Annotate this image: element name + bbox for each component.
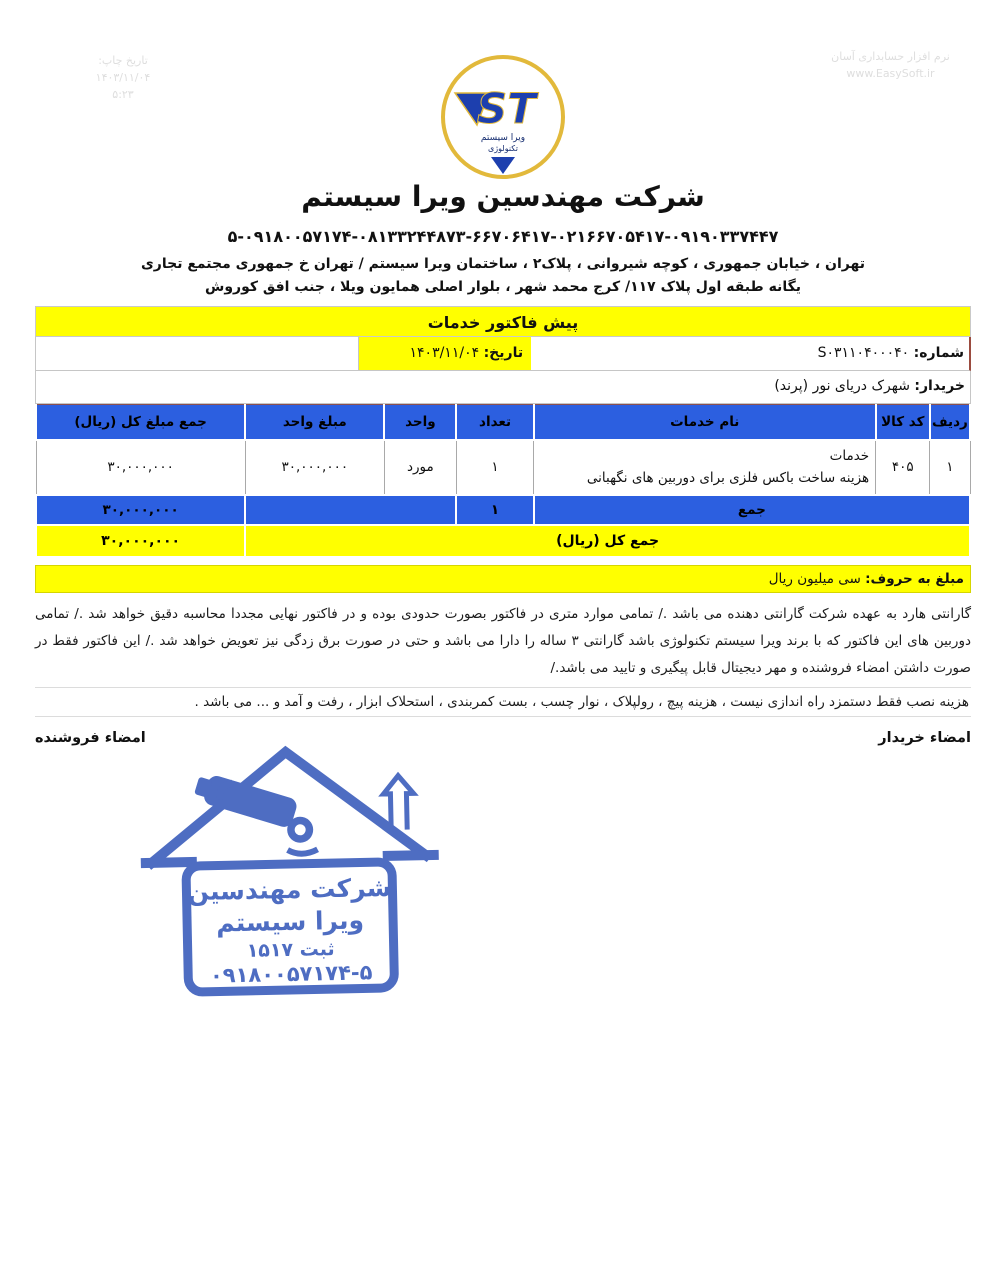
print-time-value: ۵:۲۳ (112, 88, 134, 101)
invoice-info-spacer (35, 337, 358, 371)
amount-in-words-row (35, 565, 971, 593)
guarantee-note: گارانتی هارد به عهده شرکت گارانتی دهنده می باشد ./ تمامی موارد متری در فاکتور بصورت حدودی بوده و در فاکتور نهایی مجددا محاسبه دقیق خواهد شد ./ تمامی دوربین های این فاکتور که با برند ویرا سیستم تکنولوژی باشد گارانتی ۳ ساله را دارا می باشد و حتی در صورت برق زدگی نیز تعویض خواهد شد ./ این فاکتور فقط در صورت داشتن امضاء فروشنده و مهر دیجیتال قابل پیگیری و تایید می باشد./ (35, 605, 971, 676)
invoice-title: پیش فاکتور خدمات (35, 306, 971, 337)
print-date-block (58, 52, 188, 103)
company-address-line2: یگانه طبقه اول پلاک ۱۱۷/ کرج محمد شهر ، بلوار اصلی همایون ویلا ، جنب افق کوروش (205, 279, 801, 295)
item-unit-price: ۳۰,۰۰۰,۰۰۰ (245, 440, 384, 495)
svg-text:ویرا سیستم: ویرا سیستم (480, 133, 526, 143)
buyer-signature-label: امضاء خریدار (878, 729, 971, 746)
items-header-row (36, 405, 970, 440)
item-total: ۳۰,۰۰۰,۰۰۰ (36, 440, 245, 495)
buyer-label: خریدار: (914, 378, 965, 394)
grand-total-label: جمع کل (ریال) (245, 525, 970, 557)
sum-label: جمع (534, 495, 970, 525)
item-name-line1: خدمات (829, 448, 870, 464)
invoice-info-row (35, 337, 971, 371)
header-unit-price: مبلغ واحد (245, 405, 384, 440)
item-unit: مورد (384, 440, 456, 495)
invoice-number-cell (531, 337, 971, 371)
header-service-name: نام خدمات (534, 405, 876, 440)
svg-text:ST: ST (477, 84, 536, 133)
item-code: ۴۰۵ (876, 440, 930, 495)
amount-in-words-label: مبلغ به حروف: (865, 570, 964, 587)
company-phones: ۵-۰۹۱۸۰۰۵۷۱۷۴-۰۸۱۳۳۲۴۴۸۷۳-۶۶۷۰۶۴۱۷-۰۲۱۶۶۷۰۵۴۱۷-۰۹۱۹۰۳۳۷۴۴۷ (227, 227, 779, 246)
header-total: جمع مبلغ کل (ریال) (36, 405, 245, 440)
company-stamp (135, 735, 442, 1003)
item-name (534, 440, 876, 495)
header-qty: تعداد (456, 405, 534, 440)
stamp-line3: ثبت ۱۵۱۷ (246, 938, 335, 962)
items-table (35, 404, 971, 558)
company-logo (439, 53, 567, 181)
invoice-date-label: تاریخ: (483, 345, 524, 361)
item-radif: ۱ (930, 440, 970, 495)
stamp-house-icon (135, 735, 442, 1003)
sum-total: ۳۰,۰۰۰,۰۰۰ (36, 495, 245, 525)
stamp-line2: ویرا سیستم (215, 905, 365, 938)
sum-row (36, 495, 970, 525)
company-name: شرکت مهندسین ویرا سیستم (301, 180, 705, 213)
amount-in-words-value: سی میلیون ریال (768, 570, 861, 587)
grand-total-row (36, 525, 970, 557)
svg-text:تکنولوژی: تکنولوژی (488, 144, 518, 153)
header-radif: ردیف (930, 405, 970, 440)
header-code: کد کالا (876, 405, 930, 440)
print-date-value: ۱۴۰۳/۱۱/۰۴ (95, 71, 151, 84)
vst-logo-icon (439, 53, 567, 181)
invoice-date-cell (358, 337, 531, 371)
buyer-row (35, 371, 971, 404)
invoice-number-label: شماره: (913, 345, 964, 361)
header-unit: واحد (384, 405, 456, 440)
table-row (36, 440, 970, 495)
stamp-line1: شرکت مهندسین (187, 872, 392, 907)
software-name: نرم افزار حسابداری آسان (831, 50, 950, 63)
sum-empty (245, 495, 456, 525)
buyer-value: شهرک دریای نور (پرند) (774, 378, 910, 394)
invoice-date-value: ۱۴۰۳/۱۱/۰۴ (409, 345, 480, 361)
invoice-body (35, 306, 971, 746)
installation-note: هزینه نصب فقط دستمزد راه اندازی نیست ، هزینه پیچ ، رولپلاک ، نوار چسب ، بست کمربندی ، استحلاک ابزار ، رفت و آمد و ... می باشد . (35, 687, 971, 717)
grand-total-value: ۳۰,۰۰۰,۰۰۰ (36, 525, 245, 557)
software-url: www.EasySoft.ir (846, 67, 935, 80)
item-name-line2: هزینه ساخت باکس فلزی برای دوربین های نگهبانی (586, 470, 870, 486)
invoice-number-value: S۰۳۱۱۰۴۰۰۰۴۰ (817, 345, 910, 361)
print-date-label: تاریخ چاپ: (98, 54, 148, 67)
seller-signature-label: امضاء فروشنده (35, 729, 146, 746)
sum-qty: ۱ (456, 495, 534, 525)
item-qty: ۱ (456, 440, 534, 495)
company-address-line1: تهران ، خیابان جمهوری ، کوچه شیروانی ، پلاک۲ ، ساختمان ویرا سیستم / تهران خ جمهوری مجتمع تجاری (140, 256, 866, 272)
software-credit-block (793, 48, 988, 82)
stamp-line4: ۰۹۱۸۰۰۵۷۱۷۴-۵ (209, 960, 373, 988)
